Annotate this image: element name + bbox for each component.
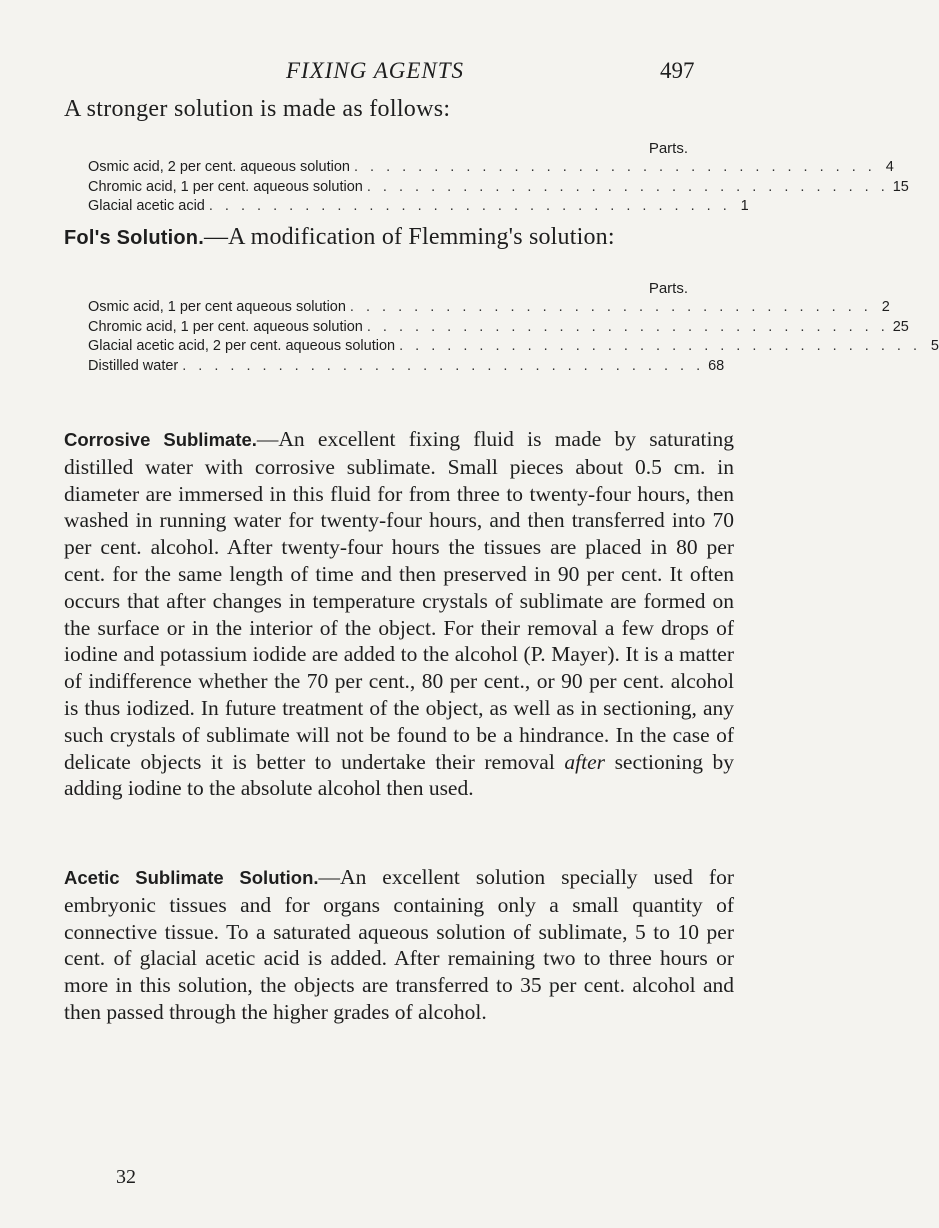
ingredient-name: Chromic acid, 1 per cent. aqueous solution [88, 178, 363, 195]
acetic-sublimate-paragraph [64, 864, 734, 1026]
ingredient-name: Osmic acid, 1 per cent aqueous solution [88, 299, 346, 315]
recipe-row [88, 338, 939, 358]
page-number: 497 [660, 58, 695, 83]
dot-leader: . . . . . . . . . . . . . . . . . . . . . . . . . . . . . . . . . [349, 299, 872, 315]
corrosive-sublimate-title: Corrosive Sublimate. [64, 429, 257, 450]
ingredient-parts: 2 [881, 299, 890, 315]
recipe-row [88, 159, 894, 179]
dot-leader: . . . . . . . . . . . . . . . . . . . . . . . . . . . . . . . . . [208, 198, 731, 214]
dot-leader: . . . . . . . . . . . . . . . . . . . . . . . . . . . . . . . . . [366, 178, 889, 195]
ingredient-name: Chromic acid, 1 per cent. aqueous solution [88, 318, 363, 335]
ingredient-parts: 1 [740, 198, 749, 214]
recipe-table-fol-solution [88, 280, 939, 377]
acetic-sublimate-text: —An excellent solution specially used for embryonic tissues and for organs containing only a small quantity of connective tissue. To a saturated aqueous solution of sublimate, 5 to 10 per cent. of glacial acetic acid is added. After remaining two to three hours or more in this solution, the objects are transferred to 35 per cent. alcohol and then passed through the higher grades of alcohol. [64, 865, 734, 1024]
fol-solution-description: —A modification of Flemming's solution: [203, 224, 615, 250]
ingredient-name: Osmic acid, 2 per cent. aqueous solution [88, 159, 350, 175]
intro-sentence: A stronger solution is made as follows: [64, 96, 451, 122]
recipe-row [88, 357, 725, 378]
recipe-table-stronger-solution [88, 140, 909, 218]
emphasis-after: after [564, 749, 605, 774]
dot-leader: . . . . . . . . . . . . . . . . . . . . . . . . . . . . . . . . . [366, 318, 889, 335]
recipe-row [88, 198, 749, 218]
running-head [0, 58, 801, 88]
ingredient-parts: 25 [892, 318, 909, 335]
ingredient-parts: 5 [930, 338, 939, 354]
recipe-row [88, 318, 909, 339]
signature-mark: 32 [116, 1166, 136, 1188]
ingredient-parts: 15 [892, 178, 909, 195]
fol-solution-title: Fol's Solution. [64, 227, 204, 249]
corrosive-sublimate-text-1: —An excellent fixing fluid is made by saturating distilled water with corrosive sublimate. Small pieces about 0.5 cm. in diameter are immersed in this fluid for from three to twenty-four hours, then washed in running water for twenty-four hours, and then transferred into 70 per cent. alcohol. After twenty-four hours the tissues are placed in 80 per cent. for the same length of time and then preserved in 90 per cent. It often occurs that after changes in temperature crystals of sublimate are formed on the surface or in the interior of the object. For their removal a few drops of iodine and potassium iodide are added to the alcohol (P. Mayer). It is a matter of indifference whether the 70 per cent., 80 per cent., or 90 per cent. alcohol is thus iodized. In future treatment of the object, as well as in sectioning, any such crystals of sublimate will not be found to be a hindrance. In the case of delicate objects it is better to undertake their removal [64, 427, 734, 774]
ingredient-name: Glacial acetic acid [88, 198, 205, 214]
ingredient-name: Glacial acetic acid, 2 per cent. aqueous solution [88, 338, 396, 354]
parts-column-header: Parts. [648, 140, 688, 157]
ingredient-parts: 68 [708, 357, 725, 374]
dot-leader: . . . . . . . . . . . . . . . . . . . . . . . . . . . . . . . . . [182, 357, 705, 374]
dot-leader: . . . . . . . . . . . . . . . . . . . . . . . . . . . . . . . . . [399, 338, 921, 354]
ingredient-name: Distilled water [88, 357, 179, 374]
parts-column-header: Parts. [648, 280, 688, 297]
recipe-row [88, 178, 909, 199]
ingredient-parts: 4 [885, 159, 894, 175]
dot-leader: . . . . . . . . . . . . . . . . . . . . . . . . . . . . . . . . . [353, 159, 876, 175]
recipe-row [88, 299, 890, 319]
corrosive-sublimate-text-2: sectioning by adding iodine to the absolute alcohol then used. [64, 749, 735, 801]
corrosive-sublimate-paragraph [64, 426, 734, 802]
running-title: FIXING AGENTS [286, 58, 465, 83]
acetic-sublimate-title: Acetic Sublimate Solution. [64, 867, 319, 888]
fol-solution-heading [64, 224, 615, 251]
